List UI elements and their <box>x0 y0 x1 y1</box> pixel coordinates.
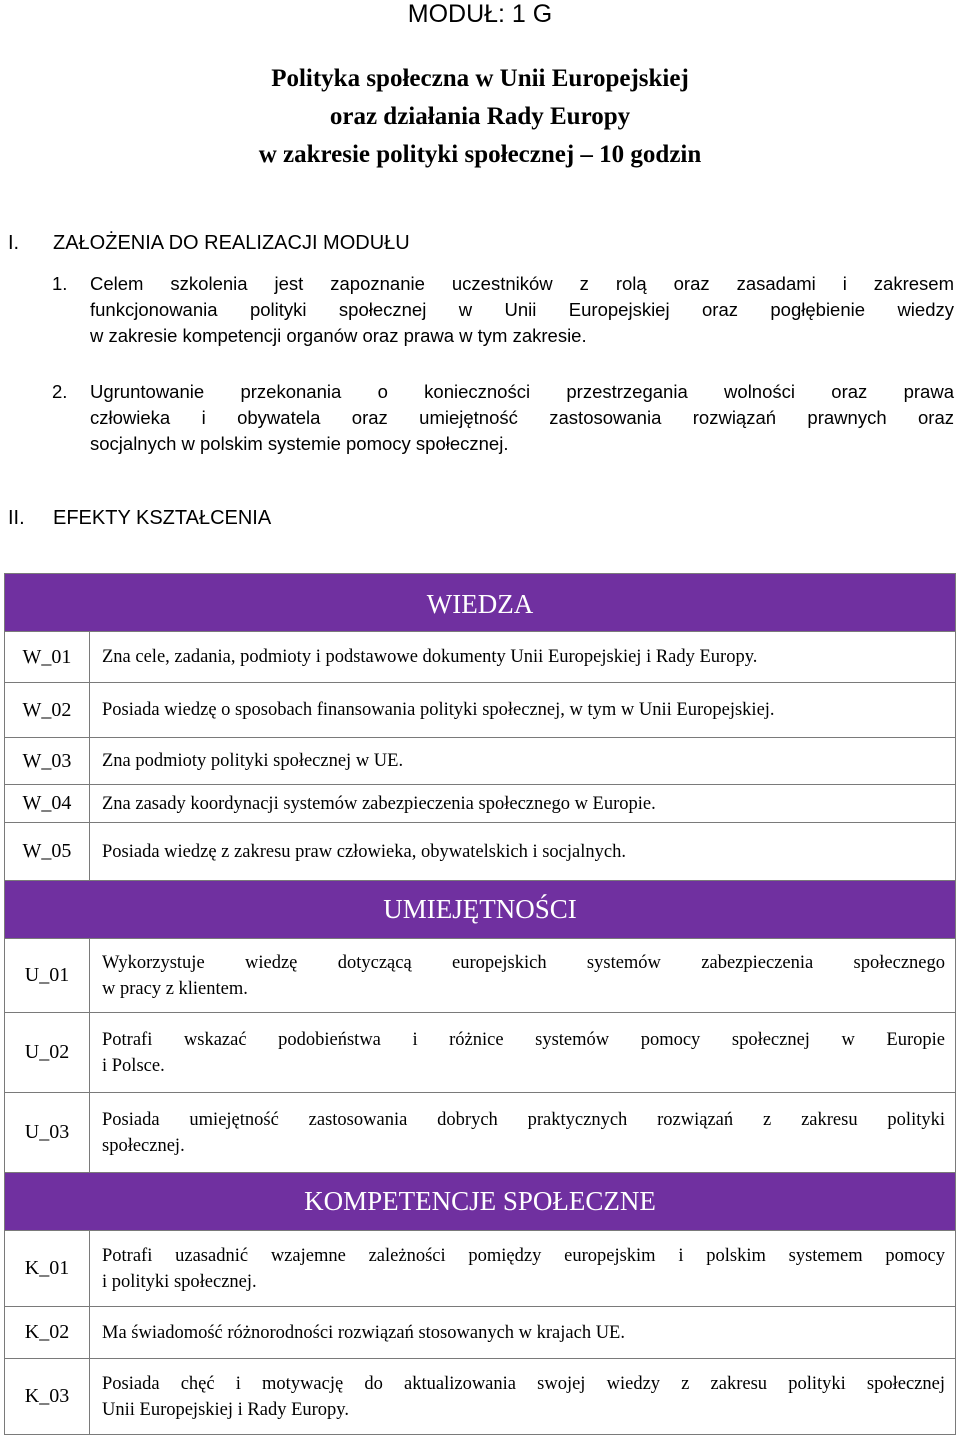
title-line: oraz działania Rady Europy <box>329 103 631 130</box>
table-row <box>5 738 956 785</box>
table-header-row <box>5 574 956 632</box>
table-row <box>5 939 956 1013</box>
table-row <box>5 823 956 881</box>
table-row <box>5 1359 956 1435</box>
outcome-text-line: Posiada chęć i motywację do aktualizowania swojej wiedzy z zakresu polityki społecznej <box>102 1373 945 1394</box>
outcome-description <box>90 1093 956 1173</box>
item-text-line: Ugruntowanie przekonania o konieczności przestrzegania wolności oraz prawa <box>90 381 954 402</box>
table-header-row <box>5 1173 956 1231</box>
outcome-code: U_02 <box>5 1013 90 1093</box>
item-text-line: socjalnych w polskim systemie pomocy społecznej. <box>90 433 509 454</box>
outcome-code: W_01 <box>5 632 90 683</box>
outcome-description <box>90 683 956 738</box>
outcome-text-line: Wykorzystuje wiedzę dotyczącą europejskich systemów zabezpieczenia społecznego <box>102 952 945 973</box>
outcome-code: K_03 <box>5 1359 90 1435</box>
section-number: I. <box>8 232 20 254</box>
outcome-text-line: Ma świadomość różnorodności rozwiązań stosowanych w krajach UE. <box>102 1322 625 1343</box>
social-competences-header: KOMPETENCJE SPOŁECZNE <box>5 1173 956 1231</box>
table-row <box>5 1013 956 1093</box>
table-row <box>5 632 956 683</box>
item-number: 1. <box>52 273 68 294</box>
outcome-text-line: Posiada umiejętność zastosowania dobrych praktycznych rozwiązań z zakresu polityki <box>102 1109 945 1130</box>
outcome-code: K_01 <box>5 1231 90 1307</box>
item-text-line: w zakresie kompetencji organów oraz prawa w tym zakresie. <box>90 325 587 346</box>
skills-header: UMIEJĘTNOŚCI <box>5 881 956 939</box>
outcome-text-line: Potrafi wskazać podobieństwa i różnice systemów pomocy społecznej w Europie <box>102 1029 945 1050</box>
title-line: Polityka społeczna w Unii Europejskiej <box>271 65 689 92</box>
outcome-text-line: społecznej. <box>102 1135 185 1156</box>
table-row <box>5 1093 956 1173</box>
section-title: EFEKTY KSZTAŁCENIA <box>53 507 272 529</box>
outcome-text-line: Posiada wiedzę o sposobach finansowania polityki społecznej, w tym w Unii Europejskiej. <box>102 700 775 720</box>
outcome-description <box>90 823 956 881</box>
item-text-line: funkcjonowania polityki społecznej w Unii Europejskiej oraz pogłębienie wiedzy <box>90 299 954 320</box>
item-number: 2. <box>52 381 68 402</box>
outcome-text-line: Zna podmioty polityki społecznej w UE. <box>102 751 404 771</box>
table-header-row <box>5 881 956 939</box>
table-row <box>5 1231 956 1307</box>
section-title: ZAŁOŻENIA DO REALIZACJI MODUŁU <box>53 232 410 254</box>
outcome-code: W_04 <box>5 785 90 823</box>
outcome-description <box>90 1231 956 1307</box>
outcome-description <box>90 1359 956 1435</box>
outcome-text-line: Zna cele, zadania, podmioty i podstawowe dokumenty Unii Europejskiej i Rady Europy. <box>102 647 758 667</box>
table-row <box>5 1307 956 1359</box>
item-text-line: Celem szkolenia jest zapoznanie uczestników z rolą oraz zasadami i zakresem <box>90 273 954 294</box>
learning-outcomes-table <box>4 573 956 1435</box>
outcome-code: K_02 <box>5 1307 90 1359</box>
item-text-line: człowieka i obywatela oraz umiejętność zastosowania rozwiązań prawnych oraz <box>90 407 954 428</box>
outcome-description <box>90 1307 956 1359</box>
table-row <box>5 785 956 823</box>
outcome-code: U_03 <box>5 1093 90 1173</box>
outcome-text-line: i Polsce. <box>102 1055 165 1076</box>
module-label: MODUŁ: 1 G <box>407 0 553 28</box>
section-heading-1 <box>8 230 410 256</box>
document-title <box>0 60 960 174</box>
outcome-text-line: i polityki społecznej. <box>102 1271 257 1292</box>
outcome-description <box>90 785 956 823</box>
outcome-description <box>90 939 956 1013</box>
outcome-code: W_05 <box>5 823 90 881</box>
outcome-text-line: Unii Europejskiej i Rady Europy. <box>102 1399 349 1420</box>
outcome-text-line: Posiada wiedzę z zakresu praw człowieka, obywatelskich i socjalnych. <box>102 841 626 862</box>
section-number: II. <box>8 507 25 529</box>
outcome-text-line: Potrafi uzasadnić wzajemne zależności pomiędzy europejskim i polskim systemem pomocy <box>102 1245 945 1266</box>
section-heading-2 <box>8 505 271 531</box>
outcome-code: U_01 <box>5 939 90 1013</box>
outcome-description <box>90 632 956 683</box>
outcome-description <box>90 1013 956 1093</box>
title-line: w zakresie polityki społecznej – 10 godzin <box>258 141 702 168</box>
outcome-code: W_02 <box>5 683 90 738</box>
table-row <box>5 683 956 738</box>
outcome-text-line: Zna zasady koordynacji systemów zabezpieczenia społecznego w Europie. <box>102 793 656 814</box>
outcome-code: W_03 <box>5 738 90 785</box>
outcome-text-line: w pracy z klientem. <box>102 978 248 999</box>
knowledge-header: WIEDZA <box>5 574 956 632</box>
outcome-description <box>90 738 956 785</box>
assumption-item-1 <box>52 271 954 349</box>
assumption-item-2 <box>52 379 954 457</box>
